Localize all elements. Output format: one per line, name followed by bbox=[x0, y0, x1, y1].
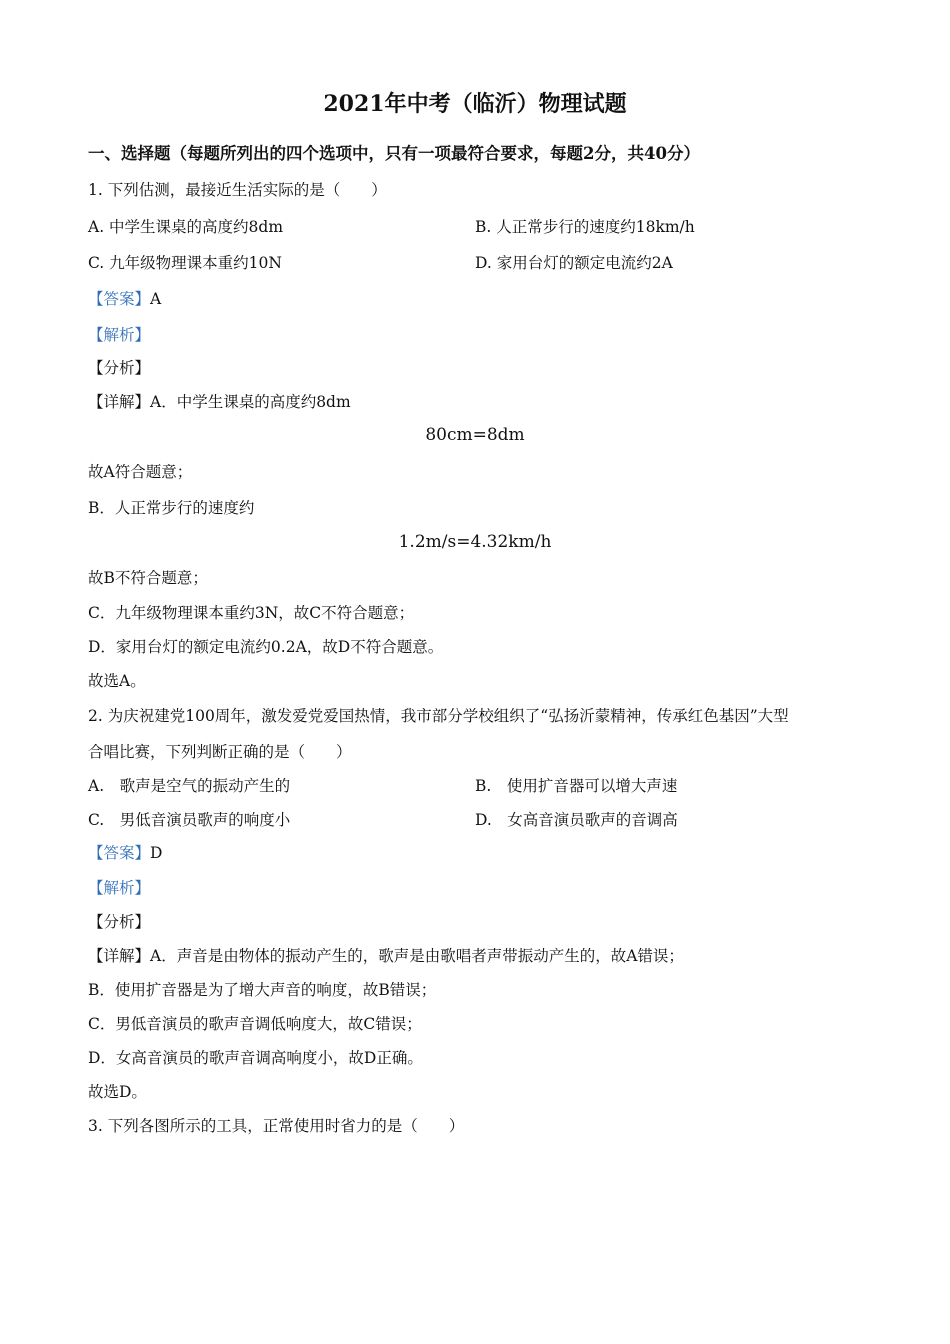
q2-stem-line-2: 合唱比赛，下列判断正确的是（ ） bbox=[88, 743, 352, 761]
q2-fenxi-tag: 【分析】 bbox=[88, 913, 151, 931]
q1-line-b2: 故B不符合题意； bbox=[88, 569, 208, 587]
q1-answer-line bbox=[88, 289, 161, 309]
q2-stem-line-1: 2. 为庆祝建党100周年，激发爱党爱国热情，我市部分学校组织了“弘扬沂蒙精神，传承红色基因”大型 bbox=[88, 707, 789, 725]
q1-formula-2: 1.2m/s=4.32km/h bbox=[398, 532, 552, 552]
q1-line-b: B．人正常步行的速度约 bbox=[88, 499, 255, 517]
answer-tag: 【答案】 bbox=[88, 844, 151, 862]
q1-line-a: 故A符合题意； bbox=[88, 463, 193, 481]
q2-line-b: B．使用扩音器是为了增大声音的响度，故B错误； bbox=[88, 981, 437, 999]
q2-analysis-tag: 【解析】 bbox=[88, 879, 151, 897]
q2-option-a: A. 歌声是空气的振动产生的 bbox=[88, 777, 291, 795]
section-heading: 一、选择题（每题所列出的四个选项中，只有一项最符合要求，每题2分，共40分） bbox=[88, 144, 700, 163]
q2-option-c: C. 男低音演员歌声的响度小 bbox=[88, 811, 291, 829]
q3-stem: 3. 下列各图所示的工具，正常使用时省力的是（ ） bbox=[88, 1117, 465, 1135]
q2-option-d: D. 女高音演员歌声的音调高 bbox=[475, 811, 678, 829]
q2-line-c: C．男低音演员的歌声音调低响度大，故C错误； bbox=[88, 1015, 422, 1033]
q1-analysis-tag: 【解析】 bbox=[88, 326, 151, 344]
q1-line-c: C．九年级物理课本重约3N，故C不符合题意； bbox=[88, 604, 415, 622]
q1-stem: 1. 下列估测，最接近生活实际的是（ ） bbox=[88, 181, 387, 199]
q1-detail: 【详解】A．中学生课桌的高度约8dm bbox=[88, 393, 351, 411]
page-title: 2021年中考（临沂）物理试题 bbox=[323, 91, 627, 117]
answer-tag: 【答案】 bbox=[88, 290, 151, 308]
q1-formula-1: 80cm=8dm bbox=[425, 425, 525, 445]
q2-answer-line bbox=[88, 843, 162, 863]
q1-answer-value: A bbox=[150, 290, 162, 308]
q1-option-c: C. 九年级物理课本重约10N bbox=[88, 254, 282, 272]
q2-answer-value: D bbox=[150, 844, 163, 862]
q2-choose: 故选D。 bbox=[88, 1083, 147, 1101]
q1-option-a: A. 中学生课桌的高度约8dm bbox=[88, 218, 284, 236]
q1-option-d: D. 家用台灯的额定电流约2A bbox=[475, 254, 673, 272]
q2-detail: 【详解】A．声音是由物体的振动产生的，歌声是由歌唱者声带振动产生的，故A错误； bbox=[88, 947, 684, 965]
q1-fenxi-tag: 【分析】 bbox=[88, 359, 151, 377]
q1-option-b: B. 人正常步行的速度约18km/h bbox=[475, 218, 695, 236]
q2-option-b: B. 使用扩音器可以增大声速 bbox=[475, 777, 678, 795]
q2-line-d: D．女高音演员的歌声音调高响度小，故D正确。 bbox=[88, 1049, 423, 1067]
q1-line-d: D．家用台灯的额定电流约0.2A，故D不符合题意。 bbox=[88, 638, 444, 656]
q1-choose: 故选A。 bbox=[88, 672, 146, 690]
